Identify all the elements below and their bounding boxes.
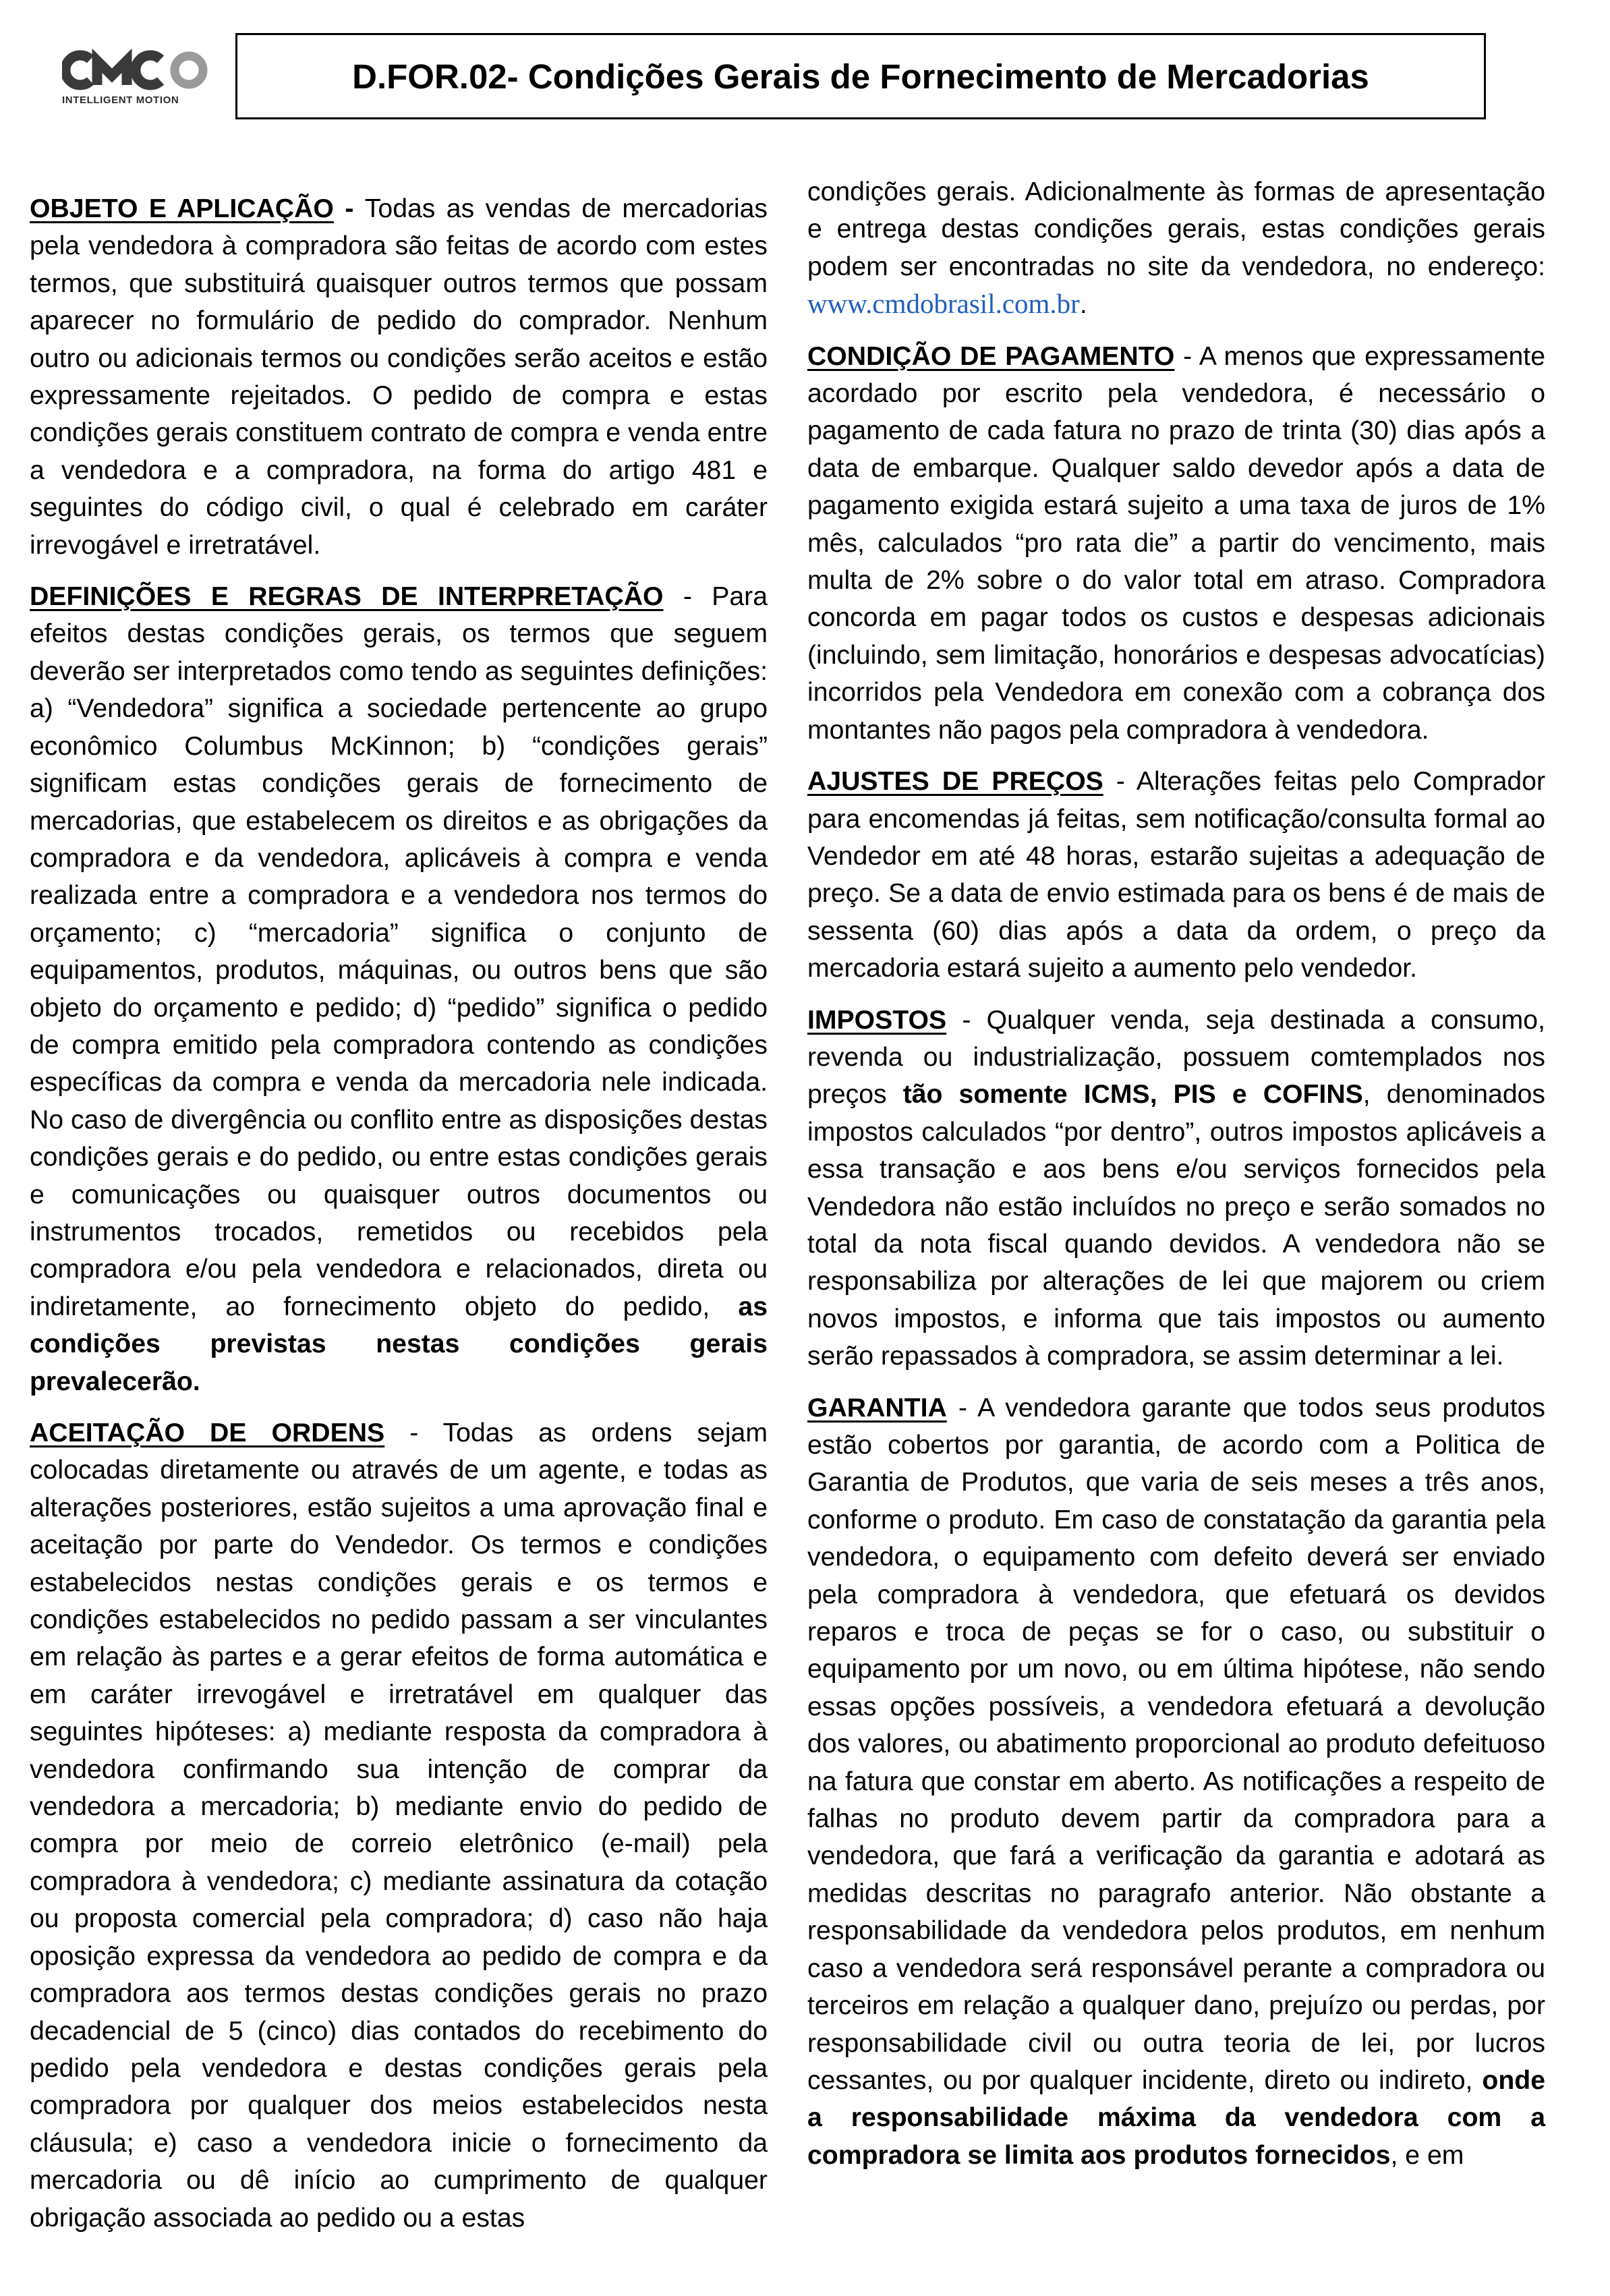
title-box <box>235 33 1486 119</box>
section-text: A vendedora garante que todos seus produtos estão cobertos por garantia, de acordo com a Politica de Garantia de Produtos, que varia de seis meses a três anos, conforme o produto. Em caso de constatação da garantia pela vendedora, o equipamento com defeito deverá ser enviado pela compradora à vendedora, que efetuará os devidos reparos e troca de peças se for o caso, ou substituir o equipamento por um novo, ou em última hipótese, não sendo essas opções possíveis, a vendedora efetuará a devolução dos valores, ou abatimento proporcional ao produto defeituoso na fatura que constar em aberto. As notificações a respeito de falhas no produto devem partir da compradora para a vendedora, que fará a verificação da garantia e adotará as medidas descritas no paragrafo anterior. Não obstante a responsabilidade da vendedora pelos produtos, em nenhum caso a vendedora será responsável perante a compradora ou terceiros em relação a qualquer dano, prejuízo ou perdas, por responsabilidade civil ou outra teoria de lei, por lucros cessantes, ou por qualquer incidente, direto ou indireto, <box>807 1393 1545 2095</box>
section-text: Alterações feitas pelo Comprador para encomendas já feitas, sem notificação/consulta formal ao Vendedor em até 48 horas, estarão sujeitas a adequação de preço. Se a data de envio estimada para os bens é de mais de sessenta (60) dias após a data da ordem, o preço da mercadoria estará sujeito a aumento pelo vendedor. <box>807 767 1546 983</box>
section-separator: - <box>333 194 365 223</box>
section-separator: - <box>946 1393 978 1423</box>
section-heading: GARANTIA <box>807 1393 947 1423</box>
section-separator: - <box>663 582 712 612</box>
section-objeto <box>30 190 768 564</box>
section-separator: - <box>1174 341 1199 371</box>
section-heading: CONDIÇÃO DE PAGAMENTO <box>807 341 1175 371</box>
section-continuacao <box>807 173 1545 324</box>
section-text: condições gerais. Adicionalmente às formas de apresentação e entrega destas condições gerais, estas condições gerais podem ser encontradas no site da vendedora, no endereço: <box>807 177 1545 281</box>
section-pagamento <box>807 338 1545 749</box>
section-bold-text: tão somente ICMS, PIS e COFINS <box>902 1080 1363 1110</box>
left-column <box>30 190 768 2251</box>
section-text: Qualquer venda, seja destinada a consumo, revenda ou industrialização, possuem comtemplados nos preços <box>807 1005 1545 1110</box>
section-text: Para efeitos destas condições gerais, os termos que seguem deverão ser interpretados como tendo as seguintes definições: a) “Vendedora” significa a sociedade pertencente ao grupo econômico Columbus McKinnon; b) “condições gerais” significam estas condições gerais de fornecimento de mercadorias, que estabelecem os direitos e as obrigações da compradora e da vendedora, aplicáveis à compra e venda realizada entre a compradora e a vendedora nos termos do orçamento; c) “mercadoria” significa o conjunto de equipamentos, produtos, máquinas, ou outros bens que são objeto do orçamento e pedido; d) “pedido” significa o pedido de compra emitido pela compradora contendo as condições específicas da compra e venda da mercadoria nele indicada. No caso de divergência ou conflito entre as disposições destas condições gerais e do pedido, ou entre estas condições gerais e comunicações ou quaisquer outros documentos ou instrumentos trocados, remetidos ou recebidos pela compradora e/ou pela vendedora e relacionados, direta ou indiretamente, ao fornecimento objeto do pedido, <box>30 582 768 1321</box>
section-separator: - <box>1103 767 1137 797</box>
section-text: Todas as ordens sejam colocadas diretamente ou através de um agente, e todas as alterações posteriores, estão sujeitos a uma aprovação final e aceitação por parte do Vendedor. Os termos e condições estabelecidos nestas condições gerais e os termos e condições estabelecidos no pedido passam a ser vinculantes em relação às partes e a gerar efeitos de forma automática e em caráter irrevogável e irretratável em qualquer das seguintes hipóteses: a) mediante resposta da compradora à vendedora confirmando sua intenção de comprar da vendedora a mercadoria; b) mediante envio do pedido de compra por meio de correio eletrônico (e-mail) pela compradora à vendedora; c) mediante assinatura da cotação ou proposta comercial pela compradora; d) caso não haja oposição expressa da vendedora ao pedido de compra e da compradora aos termos destas condições gerais no prazo decadencial de 5 (cinco) dias contados do recebimento do pedido pela vendedora e destas condições gerais pela compradora por qualquer dos meios estabelecidos nesta cláusula; e) caso a vendedora inicie o fornecimento da mercadoria ou dê início ao cumprimento de qualquer obrigação associada ao pedido ou a estas <box>30 1418 768 2233</box>
section-text: Todas as vendas de mercadorias pela vendedora à compradora são feitas de acordo com estes termos, que substituirá quaisquer outros termos que possam aparecer no formulário de pedido do comprador. Nenhum outro ou adicionais termos ou condições serão aceitos e estão expressamente rejeitados. O pedido de compra e estas condições gerais constituem contrato de compra e venda entre a vendedora e a compradora, na forma do artigo 481 e seguintes do código civil, o qual é celebrado em caráter irrevogável e irretratável. <box>30 194 768 560</box>
section-separator: - <box>946 1005 987 1035</box>
logo-tagline: INTELLIGENT MOTION <box>62 94 179 106</box>
section-text-end: . <box>1079 290 1087 320</box>
section-impostos <box>807 1002 1545 1375</box>
section-bold-text: as condições previstas nestas condições gerais prevalecerão. <box>30 1292 768 1396</box>
section-text-end: , denominados impostos calculados “por dentro”, outros impostos aplicáveis a essa transação e aos bens e/ou serviços fornecidos pela Vendedora não estão incluídos no preço e serão somados no total da nota fiscal quando devidos. A vendedora não se responsabiliza por alterações de lei que majorem ou criem novos impostos, e informa que tais impostos ou aumento serão repassados à compradora, se assim determinar a lei. <box>807 1080 1546 1371</box>
section-definicoes <box>30 578 768 1400</box>
section-heading: IMPOSTOS <box>807 1005 947 1035</box>
section-heading: OBJETO E APLICAÇÃO <box>30 194 334 223</box>
section-ajustes <box>807 763 1545 987</box>
section-heading: DEFINIÇÕES E REGRAS DE INTERPRETAÇÃO <box>30 582 664 612</box>
section-heading: ACEITAÇÃO DE ORDENS <box>30 1418 385 1447</box>
website-link[interactable]: www.cmdobrasil.com.br <box>807 288 1080 320</box>
section-text: A menos que expressamente acordado por escrito pela vendedora, é necessário o pagamento de cada fatura no prazo de trinta (30) dias após a data de embarque. Qualquer saldo devedor após a data de pagamento exigida estará sujeito a uma taxa de juros de 1% mês, calculados “pro rata die” a partir do vencimento, mais multa de 2% sobre o do valor total em atraso. Compradora concorda em pagar todos os custos e despesas adicionais (incluindo, sem limitação, honorários e despesas advocatícias) incorridos pela Vendedora em conexão com a cobrança dos montantes não pagos pela compradora à vendedora. <box>807 341 1545 745</box>
page-header <box>0 0 1610 128</box>
section-aceitacao <box>30 1414 768 2237</box>
section-text-end: , e em <box>1390 2140 1464 2170</box>
section-garantia <box>807 1389 1545 2175</box>
section-heading: AJUSTES DE PREÇOS <box>807 767 1103 797</box>
section-separator: - <box>384 1418 443 1447</box>
document-title: D.FOR.02- Condições Gerais de Fornecimento de Mercadorias <box>352 57 1369 96</box>
right-column <box>807 173 1545 2188</box>
section-bold-text: onde a responsabilidade máxima da vendedora com a compradora se limita aos produtos fornecidos <box>807 2065 1545 2170</box>
